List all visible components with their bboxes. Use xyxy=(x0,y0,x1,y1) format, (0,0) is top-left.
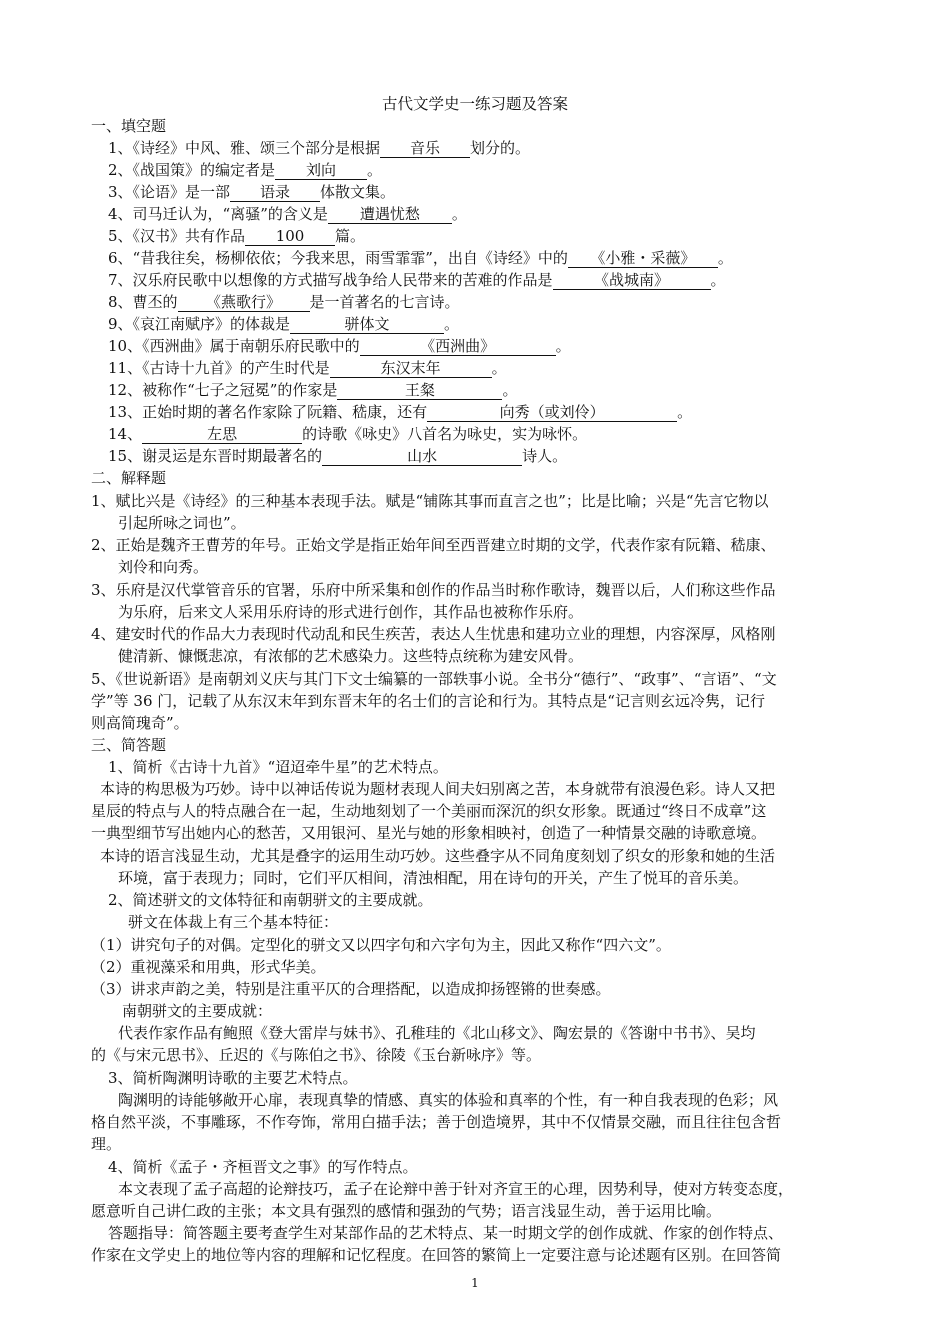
explain-line: 则高简瑰奇”。 xyxy=(91,714,189,732)
essay-question: 4、简析《孟子・齐桓晋文之事》的写作特点。 xyxy=(108,1158,418,1176)
answer-blank: 东汉末年 xyxy=(330,359,492,378)
answer-blank: 王粲 xyxy=(337,381,502,400)
answer-blank: 音乐 xyxy=(380,139,470,158)
essay-line: 本诗的构思极为巧妙。诗中以神话传说为题材表现人间夫妇别离之苦，本身就带有浪漫色彩。诗人又把 xyxy=(100,780,776,798)
fill-item: 14、 左思 的诗歌《咏史》八首名为咏史，实为咏怀。 xyxy=(108,425,588,443)
essay-line: 本文表现了孟子高超的论辩技巧，孟子在论辩中善于针对齐宣王的心理，因势利导，使对方转变态度， xyxy=(118,1180,794,1198)
essay-question: 1、简析《古诗十九首》“迢迢牵牛星”的艺术特点。 xyxy=(108,758,448,776)
explain-line: 1、赋比兴是《诗经》的三种基本表现手法。赋是“铺陈其事而直言之也”；比是比喻；兴是“先言它物以 xyxy=(91,492,769,510)
fill-item: 6、“昔我往矣，杨柳依依；今我来思，雨雪霏霏”，出自《诗经》中的 《小雅・采薇》 。 xyxy=(108,249,733,267)
explain-line: 为乐府，后来文人采用乐府诗的形式进行创作，其作品也被称作乐府。 xyxy=(118,603,584,621)
essay-line: 作家在文学史上的地位等内容的理解和记忆程度。在回答的繁简上一定要注意与论述题有区别。在回答简 xyxy=(91,1246,782,1264)
answer-blank: 《燕歌行》 xyxy=(178,293,310,312)
essay-line: 本诗的语言浅显生动，尤其是叠字的运用生动巧妙。这些叠字从不同角度刻划了织女的形象和她的生活 xyxy=(100,847,776,865)
fill-item: 9、《哀江南赋序》的体裁是 骈体文 。 xyxy=(108,315,460,333)
essay-line: 答题指导：简答题主要考查学生对某部作品的艺术特点、某一时期文学的创作成就、作家的创作特点、 xyxy=(108,1224,784,1242)
section-heading-essay: 三、简答题 xyxy=(91,736,167,754)
explain-line: 3、乐府是汉代掌管音乐的官署，乐府中所采集和创作的作品当时称作歌诗，魏晋以后，人们称这些作品 xyxy=(91,581,776,599)
essay-line: 星辰的特点与人的特点融合在一起，生动地刻划了一个美丽而深沉的织女形象。既通过“终日不成章”这 xyxy=(91,802,767,820)
fill-item: 3、《论语》是一部 语录 体散文集。 xyxy=(108,183,396,201)
answer-blank: 《小雅・采薇》 xyxy=(568,249,718,268)
explain-line: 4、建安时代的作品大力表现时代动乱和民生疾苦，表达人生忧患和建功立业的理想，内容深厚，风格刚 xyxy=(91,625,776,643)
explain-line: 学”等 36 门，记载了从东汉末年到东晋末年的名士们的言论和行为。其特点是“记言则玄远冷隽，记行 xyxy=(91,692,765,710)
essay-line: 的《与宋元思书》、丘迟的《与陈伯之书》、徐陵《玉台新咏序》等。 xyxy=(91,1046,542,1064)
answer-blank: 遭遇忧愁 xyxy=(328,205,452,224)
section-heading-fill: 一、填空题 xyxy=(91,117,167,135)
essay-line: 格自然平淡，不事雕琢，不作夸饰，常用白描手法；善于创造境界，其中不仅情景交融，而且往往包含哲 xyxy=(91,1113,782,1131)
essay-line: 理。 xyxy=(91,1135,122,1153)
fill-item: 12、被称作“七子之冠冕”的作家是 王粲 。 xyxy=(108,381,518,399)
answer-blank: 《西洲曲》 xyxy=(360,337,556,356)
explain-line: 2、正始是魏齐王曹芳的年号。正始文学是指正始年间至西晋建立时期的文学，代表作家有阮籍、嵇康、 xyxy=(91,536,776,554)
answer-blank: 刘向 xyxy=(275,161,367,180)
fill-item: 15、谢灵运是东晋时期最著名的 山水 诗人。 xyxy=(108,447,568,465)
essay-line: 愿意听自己讲仁政的主张；本文具有强烈的感情和强劲的气势；语言浅显生动，善于运用比喻。 xyxy=(91,1202,722,1220)
essay-line: 一典型细节写出她内心的愁苦，又用银河、星光与她的形象相映衬，创造了一种情景交融的诗歌意境。 xyxy=(91,824,767,842)
answer-blank: 《战城南》 xyxy=(553,271,711,290)
answer-blank: 骈体文 xyxy=(290,315,444,334)
explain-line: 引起所咏之词也”。 xyxy=(118,514,246,532)
explain-line: 刘伶和向秀。 xyxy=(118,558,209,576)
essay-question: 3、简析陶渊明诗歌的主要艺术特点。 xyxy=(108,1069,358,1087)
essay-line: 南朝骈文的主要成就： xyxy=(122,1002,273,1020)
essay-line: （1）讲究句子的对偶。定型化的骈文又以四字句和六字句为主，因此又称作“四六文”。 xyxy=(91,936,671,954)
fill-item: 11、《古诗十九首》的产生时代是 东汉末年 。 xyxy=(108,359,507,377)
essay-question: 2、简述骈文的文体特征和南朝骈文的主要成就。 xyxy=(108,891,433,909)
essay-line: （3）讲求声韵之美，特别是注重平仄的合理搭配，以造成抑扬铿锵的世奏感。 xyxy=(91,980,611,998)
page-number: 1 xyxy=(471,1276,479,1290)
essay-line: 环境，富于表现力；同时，它们平仄相间，清浊相配，用在诗句的开关，产生了悦耳的音乐美。 xyxy=(118,869,749,887)
fill-item: 7、汉乐府民歌中以想像的方式描写战争给人民带来的苦难的作品是 《战城南》 。 xyxy=(108,271,726,289)
page-title: 古代文学史一练习题及答案 xyxy=(381,95,568,113)
explain-line: 5、《世说新语》是南朝刘义庆与其门下文士编纂的一部轶事小说。全书分“德行”、“政事”、“言语”、“文 xyxy=(91,670,777,688)
fill-item: 4、司马迁认为，“离骚”的含义是 遭遇忧愁 。 xyxy=(108,205,467,223)
essay-line: 陶渊明的诗能够敞开心扉，表现真挚的情感、真实的体验和真率的个性，有一种自我表现的色彩；风 xyxy=(118,1091,779,1109)
fill-item: 8、曹丕的 《燕歌行》 是一首著名的七言诗。 xyxy=(108,293,460,311)
essay-line: 骈文在体裁上有三个基本特征： xyxy=(128,913,339,931)
fill-item: 2、《战国策》的编定者是 刘向 。 xyxy=(108,161,383,179)
explain-line: 健清新、慷慨悲凉，有浓郁的艺术感染力。这些特点统称为建安风骨。 xyxy=(118,647,584,665)
answer-blank: 向秀（或刘伶） xyxy=(427,403,677,422)
essay-line: 代表作家作品有鲍照《登大雷岸与妹书》、孔稚珪的《北山移文》、陶宏景的《答谢中书书》、吴均 xyxy=(118,1024,756,1042)
fill-item: 13、正始时期的著名作家除了阮籍、嵇康，还有 向秀（或刘伶） 。 xyxy=(108,403,693,421)
fill-item: 1、《诗经》中风、雅、颂三个部分是根据 音乐 划分的。 xyxy=(108,139,531,157)
fill-item: 5、《汉书》共有作品 100 篇。 xyxy=(108,227,366,245)
section-heading-explain: 二、解释题 xyxy=(91,469,167,487)
essay-line: （2）重视藻采和用典，形式华美。 xyxy=(91,958,326,976)
answer-blank: 山水 xyxy=(322,447,522,466)
answer-blank: 100 xyxy=(245,227,335,246)
answer-blank: 左思 xyxy=(142,425,302,444)
answer-blank: 语录 xyxy=(230,183,320,202)
fill-item: 10、《西洲曲》属于南朝乐府民歌中的 《西洲曲》 。 xyxy=(108,337,571,355)
